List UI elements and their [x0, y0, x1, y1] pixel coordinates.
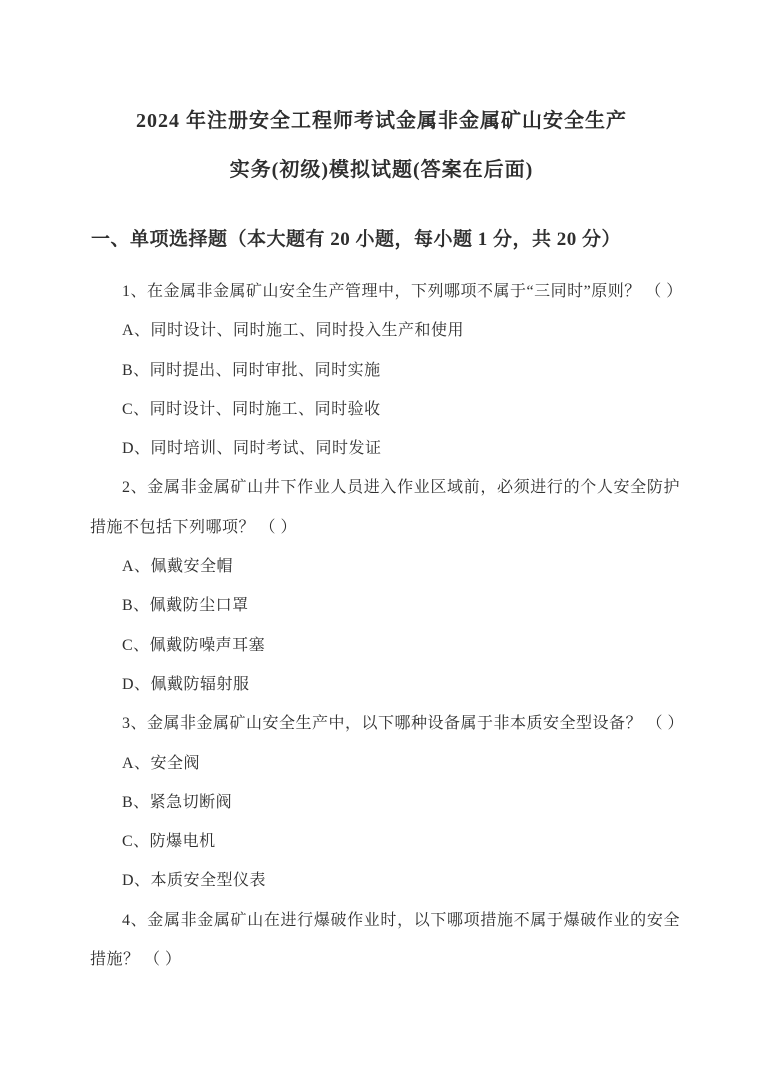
questions-container: [90, 272, 685, 979]
option-item: C、防爆电机: [122, 833, 216, 851]
question-stem: 1、在金属非金属矿山安全生产管理中，下列哪项不属于“三同时”原则？ （ ）: [122, 283, 683, 300]
section-heading: 一、单项选择题（本大题有 20 小题，每小题 1 分，共 20 分）: [91, 229, 622, 250]
option-item: C、佩戴防噪声耳塞: [122, 636, 266, 654]
question-stem: 2、金属非金属矿山井下作业人员进入作业区域前，必须进行的个人安全防护措施不包括下列哪项？ （ ）: [90, 479, 680, 536]
option-item: A、佩戴安全帽: [122, 558, 234, 576]
option-item: D、佩戴防辐射服: [122, 675, 250, 693]
option-item: A、安全阀: [122, 754, 201, 772]
option-item: C、同时设计、同时施工、同时验收: [122, 400, 381, 418]
question-stem: 3、金属非金属矿山安全生产中，以下哪种设备属于非本质安全型设备？ （ ）: [122, 715, 685, 733]
option-item: B、紧急切断阀: [122, 793, 233, 811]
option-item: B、佩戴防尘口罩: [122, 597, 249, 615]
option-item: D、同时培训、同时考试、同时发证: [122, 440, 382, 458]
option-item: B、同时提出、同时审批、同时实施: [122, 361, 381, 379]
option-item: A、同时设计、同时施工、同时投入生产和使用: [122, 322, 465, 340]
document-title-line2: 实务(初级)模拟试题(答案在后面): [229, 159, 534, 181]
document-title-line1: 2024 年注册安全工程师考试金属非金属矿山安全生产: [136, 110, 627, 132]
option-item: D、本质安全型仪表: [122, 872, 267, 890]
question-stem: 4、金属非金属矿山在进行爆破作业时，以下哪项措施不属于爆破作业的安全措施？ （ ）: [90, 911, 680, 969]
